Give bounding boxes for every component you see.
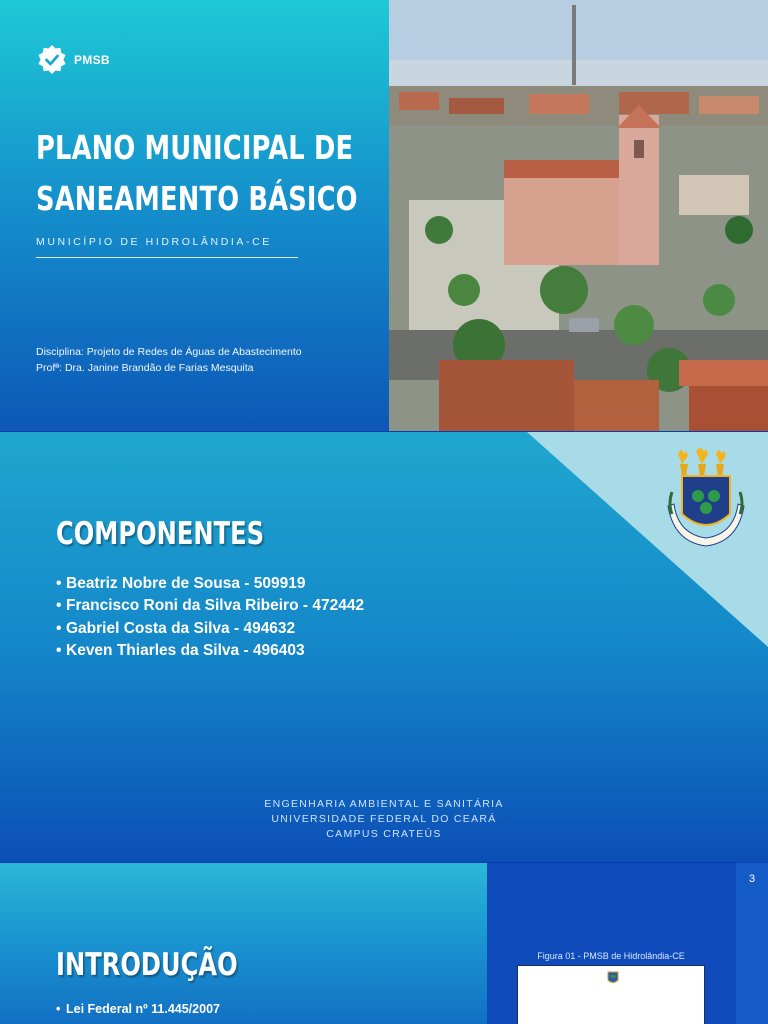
discipline-text: Disciplina: Projeto de Redes de Águas de Abastecimento: [36, 346, 302, 358]
member-name: Francisco Roni da Silva Ribeiro - 472442: [66, 597, 365, 615]
town-aerial-photo: [389, 0, 768, 431]
verified-badge-icon: [36, 44, 68, 76]
members-list: [56, 573, 364, 662]
components-slide: [0, 432, 768, 862]
subtitle-divider: [36, 257, 298, 258]
ufc-crest-icon: [664, 444, 748, 554]
list-item: • Francisco Roni da Silva Ribeiro - 472442: [56, 597, 365, 615]
title-slide: [0, 0, 768, 431]
list-item: • Beatriz Nobre de Sousa - 509919: [56, 575, 306, 592]
professor-text: Profª: Dra. Janine Brandão de Farias Mesquita: [36, 362, 254, 374]
member-name: Keven Thiarles da Silva - 496403: [66, 641, 305, 659]
introduction-heading: INTRODUÇÃO: [56, 947, 238, 983]
member-name: Beatriz Nobre de Sousa - 509919: [66, 575, 306, 592]
title-line-2: SANEAMENTO BÁSICO: [36, 179, 358, 218]
list-item: • Gabriel Costa da Silva - 494632: [56, 619, 296, 637]
page-number: 3: [748, 873, 756, 885]
title-line-1: PLANO MUNICIPAL DE: [36, 128, 354, 167]
list-item: • Lei Federal nº 11.445/2007: [56, 1002, 220, 1016]
pmsb-logo: [36, 44, 110, 76]
components-heading: COMPONENTES: [56, 516, 265, 552]
university-name: UNIVERSIDADE FEDERAL DO CEARÁ: [271, 813, 497, 825]
course-name: ENGENHARIA AMBIENTAL E SANITÁRIA: [264, 798, 504, 810]
municipality-subtitle: MUNICÍPIO DE HIDROLÂNDIA-CE: [36, 236, 272, 248]
logo-text: PMSB: [74, 53, 110, 67]
law-reference: Lei Federal nº 11.445/2007: [66, 1002, 220, 1016]
introduction-slide: [0, 863, 768, 1024]
figure-caption: Figura 01 - PMSB de Hidrolândia-CE: [537, 951, 685, 961]
list-item: • Keven Thiarles da Silva - 496403: [56, 641, 305, 659]
page-title: [36, 122, 358, 224]
municipal-emblem-icon: [605, 970, 621, 986]
campus-name: CAMPUS CRATEÚS: [326, 828, 442, 840]
page-number-stripe: [736, 863, 768, 1024]
member-name: Gabriel Costa da Silva - 494632: [66, 619, 296, 637]
